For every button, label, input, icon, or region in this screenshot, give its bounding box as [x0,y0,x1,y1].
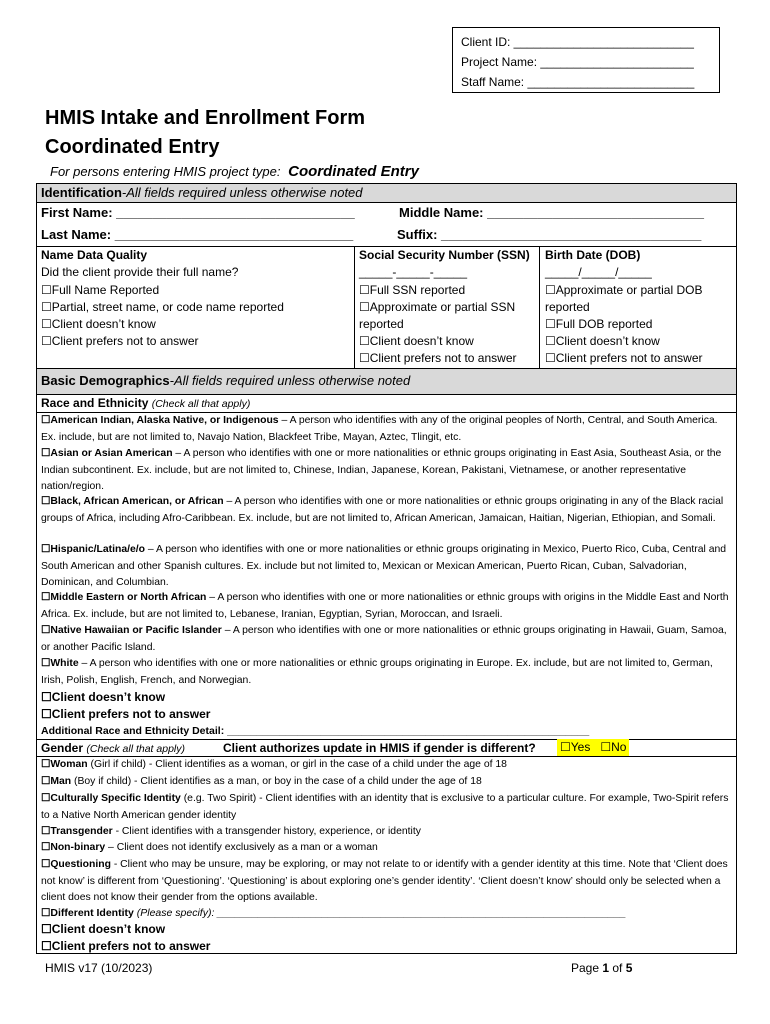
form-version: HMIS v17 (10/2023) [45,961,153,975]
dob-option[interactable]: ☐Approximate or partial DOB [545,283,703,297]
ssn-field[interactable]: _____-_____-_____ [359,265,468,279]
gender-option-label: ☐Transgender [41,826,113,837]
gender-option-culturally-specific[interactable] [41,791,731,824]
gender-option-desc: (Girl if child) - Client identifies as a woman, or girl in the case of a child under the age of 18 [87,759,507,770]
gender-option-desc: (Boy if child) - Client identifies as a man, or boy in the case of a child under the age of 18 [71,776,482,787]
gender-doesnt-know[interactable]: ☐Client doesn’t know [41,922,166,936]
dob-label: Birth Date (DOB) [545,248,641,262]
demographics-heading-note: -All fields required unless otherwise noted [169,373,411,388]
staff-name-field[interactable]: Staff Name: _________________________ [461,75,695,89]
page-number [571,961,632,975]
race-option-label: ☐Middle Eastern or North African [41,592,207,603]
suffix-field[interactable]: Suffix: ____________________________________ [397,227,702,242]
gender-option-desc: - Client who may be unsure, may be exploring, or may not relate to or identify with a gender identity at this time. Note that ‘Client does not know’ is different from ‘Questioning’. ‘Questioning’ is about exploring one’s gender identity’. ‘Client doesn’t know’ should only be selected when a client does not know their gender from the options available. [41,859,728,903]
intake-form [36,183,737,954]
race-option-label: ☐Asian or Asian American [41,448,173,459]
ssn-option[interactable]: ☐Full SSN reported [359,283,466,297]
gender-option-label: ☐Man [41,776,72,787]
gender-option-desc: – Client does not identify exclusively as a man or a woman [105,842,378,853]
identification-heading-label: Identification [41,185,122,200]
race-option-desc: – A person who identifies with one or more nationalities or ethnic groups originating in Europe. Ex. include, but are not limited to, German, Irish, Polish, English, French, and Norwegian. [41,658,713,686]
race-prefers-not[interactable]: ☐Client prefers not to answer [41,707,211,721]
page-total: 5 [625,961,633,975]
gender-option-label: ☐Questioning [41,859,111,870]
gender-update-question: Client authorizes update in HMIS if gender is different? [223,741,536,755]
page-of: of [609,961,626,975]
race-doesnt-know[interactable]: ☐Client doesn’t know [41,690,166,704]
ssn-option[interactable]: ☐Client doesn’t know [359,334,474,348]
ssn-option-continued: reported [359,317,404,331]
race-option-label: ☐Black, African American, or African [41,496,224,507]
gender-update-yes[interactable]: ☐Yes [560,740,591,754]
gender-prefers-not[interactable]: ☐Client prefers not to answer [41,939,211,953]
race-note: (Check all that apply) [151,398,251,410]
dob-field[interactable]: _____/_____/_____ [545,265,652,279]
gender-label: Gender [41,741,84,755]
race-option-native-hawaiian[interactable] [41,623,731,656]
gender-option-man[interactable] [41,774,731,791]
identification-heading [41,184,363,201]
name-quality-option[interactable]: ☐Client prefers not to answer [41,334,199,348]
gender-option-woman[interactable] [41,757,731,774]
ssn-option[interactable]: ☐Approximate or partial SSN [359,300,516,314]
form-title-line2: Coordinated Entry [45,136,220,158]
race-option-desc: – A person who identifies with one or more nationalities or ethnic groups originating in Mexico, Puerto Rico, Cuba, Central and South American and other Spanish cultures. Ex. include but not limited to, Mexican or Mexican American, Puerto Rican, Cuban, Salvadorian, Dominican, and Columbian. [41,544,727,588]
different-identity-field[interactable] [41,905,626,922]
ssn-option[interactable]: ☐Client prefers not to answer [359,351,517,365]
race-option-label: ☐American Indian, Alaska Native, or Indigenous [41,415,279,426]
middle-name-field[interactable]: Middle Name: ______________________________ [399,205,705,220]
client-id-field[interactable]: Client ID: ___________________________ [461,35,694,49]
client-info-box [452,27,720,93]
different-identity-note: (Please specify): ______________________________________________________________________ [133,907,627,919]
race-option-label: ☐Native Hawaiian or Pacific Islander [41,625,222,636]
name-quality-label: Name Data Quality [41,248,148,262]
last-name-field[interactable]: Last Name: _________________________________ [41,227,354,242]
race-option-hispanic[interactable] [41,542,731,592]
project-name-field[interactable]: Project Name: _______________________ [461,55,694,69]
gender-option-label: ☐Woman [41,759,88,770]
identification-heading-note: -All fields required unless otherwise noted [121,185,363,200]
race-option-white[interactable] [41,656,731,689]
first-name-field[interactable]: First Name: _________________________________ [41,205,355,220]
gender-option-label: ☐Non-binary [41,842,106,853]
race-option-black[interactable] [41,494,731,527]
page-prefix: Page [571,961,603,975]
race-option-desc: – A person who identifies with any of the original peoples of North, Central, and South America. Ex. include, but are not limited to, Navajo Nation, Blackfeet Tribe, Mayan, Aztec, Tlingit, etc. [41,415,718,443]
race-option-desc: – A person who identifies with one or more nationalities or ethnic groups with origins in the Middle East and North Africa. Ex. include, but are not limited to, Lebanese, Iranian, Egyptian, Syrian, Moroccan, and Israeli. [41,592,729,620]
dob-option[interactable]: ☐Full DOB reported [545,317,653,331]
project-type-value: Coordinated Entry [288,163,419,180]
demographics-heading [41,372,410,389]
gender-option-desc: (e.g. Two Spirit) - Client identifies with an identity that is exclusive to a particular culture. For example, Two-Spirit refers to a Native North American gender identity [41,793,729,821]
gender-update-answer [557,739,629,756]
ssn-label: Social Security Number (SSN) [359,248,530,262]
form-title-line1: HMIS Intake and Enrollment Form [45,107,366,129]
gender-option-label: ☐Culturally Specific Identity [41,793,181,804]
name-quality-option[interactable]: ☐Full Name Reported [41,283,160,297]
race-option-desc: – A person who identifies with one or more nationalities or ethnic groups originating in Hawaii, Guam, Samoa, or another Pacific Island. [41,625,727,653]
race-label: Race and Ethnicity [41,396,149,410]
project-type-line [50,163,419,180]
gender-update-no[interactable]: ☐No [600,740,627,754]
race-option-asian[interactable] [41,446,731,496]
dob-option[interactable]: ☐Client prefers not to answer [545,351,703,365]
name-quality-option[interactable]: ☐Partial, street name, or code name reported [41,300,284,314]
race-option-desc: – A person who identifies with one or more nationalities or ethnic groups originating in any of the Black racial groups of Africa, including Afro-Caribbean. Ex. include, but are not limited to, African American, Jamaican, Haitian, Nigerian, Ethiopian, and Somali. [41,496,724,524]
demographics-heading-label: Basic Demographics [41,373,170,388]
name-quality-option[interactable]: ☐Client doesn’t know [41,317,156,331]
gender-option-transgender[interactable] [41,824,731,841]
gender-note: (Check all that apply) [86,743,185,755]
race-option-label: ☐Hispanic/Latina/e/o [41,544,146,555]
race-option-label: ☐White [41,658,79,669]
race-option-middle-eastern[interactable] [41,590,731,623]
race-option-american-indian[interactable] [41,413,731,446]
different-identity-label: ☐Different Identity [41,907,134,919]
project-type-prefix: For persons entering HMIS project type: [50,164,281,179]
gender-option-questioning[interactable] [41,857,731,907]
page-current: 1 [602,961,610,975]
gender-option-desc: - Client identifies with a transgender history, experience, or identity [112,826,421,837]
dob-option-continued: reported [545,300,590,314]
dob-option[interactable]: ☐Client doesn’t know [545,334,660,348]
name-quality-question: Did the client provide their full name? [41,265,239,279]
race-option-desc: – A person who identifies with one or more nationalities or ethnic groups originating in East Asia, Southeast Asia, or the Indian subcontinent. Ex. include, but are not limited to, Chinese, Indian, Japanese, Korean, Pakistani, Vietnamese, or another representative nation/region. [41,448,722,492]
additional-race-detail-field[interactable]: Additional Race and Ethnicity Detail: ______________________________________________________________ [41,725,590,737]
gender-option-non-binary[interactable] [41,840,731,857]
race-heading [41,395,250,413]
